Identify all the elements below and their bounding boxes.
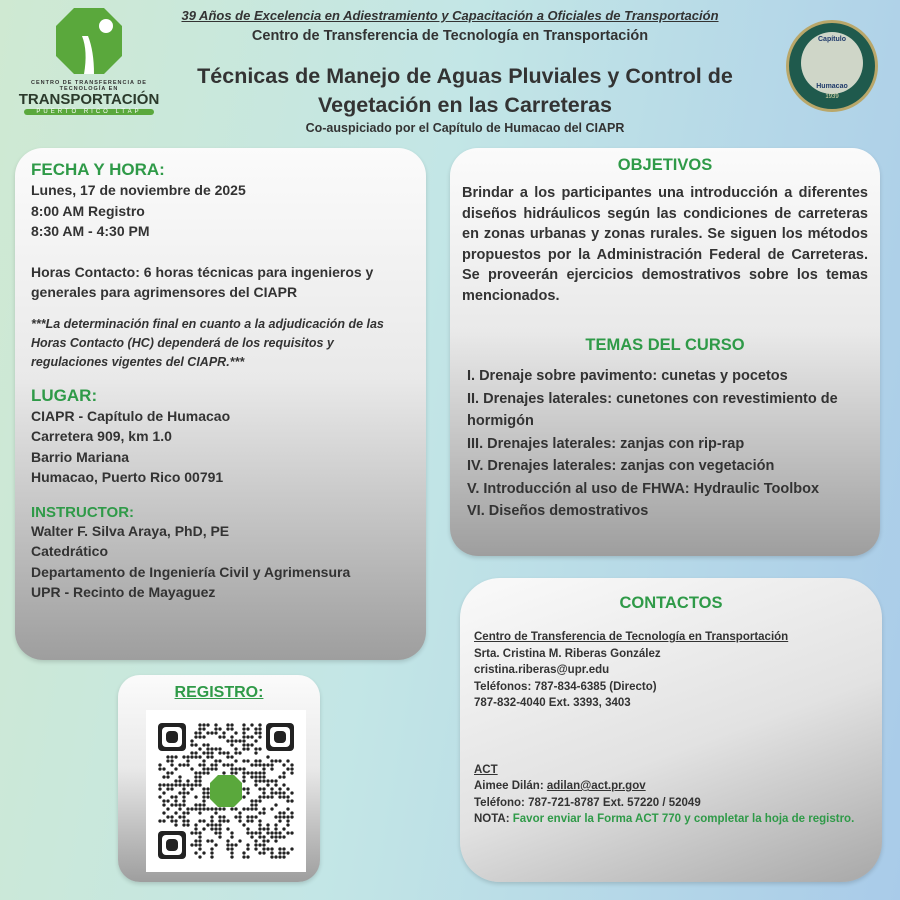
list-item: IV. Drenajes laterales: zanjas con vegetación [467,458,775,474]
objetivos-text: Brindar a los participantes una introducción a diferentes diseños hidráulicos según las condiciones de carreteras en zonas urbanas y zonas rurales. Se siguen los métodos propuestos por la Administración Federal de Carreteras. Se proveerán ejercicios demostrativos sobre los temas mencionados. [462,185,868,304]
objetivos-panel [450,148,880,556]
road-sign-icon [54,6,124,76]
cosponsor: Co-auspiciado por el Capítulo de Humacao del CIAPR [305,121,625,135]
ctt-email[interactable]: cristina.riberas@upr.edu [474,664,610,676]
registration-qr-code[interactable] [146,710,306,872]
list-item: III. Drenajes laterales: zanjas con rip-rap [467,435,745,452]
temas-list [462,365,852,523]
list-item: V. Introducción al uso de FHWA: Hydraulic Toolbox [467,480,820,497]
contact-hours: Horas Contacto: 6 horas técnicas para ingenieros y generales para agrimensores del CIAPR [31,263,374,300]
center-name: Centro de Transferencia de Tecnología en Transportación [251,28,649,44]
act-email-link[interactable]: adilan@act.pr.gov [546,780,646,792]
ciapr-humacao-seal: Capítulo Humacao 1939 [786,20,878,112]
temas-heading: TEMAS DEL CURSO [585,336,745,354]
list-item: VI. Diseños demostrativos [467,503,649,519]
lugar-heading: LUGAR: [31,385,98,405]
registro-heading: REGISTRO: [174,684,264,701]
contactos-heading: CONTACTOS [619,594,723,612]
registro-panel [118,675,320,882]
objetivos-heading: OBJETIVOS [617,156,713,174]
act-org: ACT [474,763,498,776]
contactos-panel: CONTACTOS Centro de Transferencia de Tecnología en Transportación Srta. Cristina M. Riberas González cristina.riberas@upr.edu Teléfonos: 787-834-6385 (Directo) 787-832-4040 Ext. 3393, 3403 ACT Aimee Dilán: adilan@act.pr.gov Teléfono: 787-721-8787 Ext. 57220 / 52049 NOTA: Favor enviar la Forma ACT 770 y completar la hoja de registro. [460,578,882,882]
list-item: I. Drenaje sobre pavimento: cunetas y pocetos [467,368,788,384]
event-info-panel: FECHA Y HORA: Lunes, 17 de noviembre de 2025 8:00 AM Registro 8:30 AM - 4:30 PM Horas Contacto: 6 horas técnicas para ingenieros y generales para agrimensores del CIAPR ***La determinación final en cuanto a la adjudicación de las Horas Contacto (HC) dependerá de los requisitos y regulaciones vigentes del CIAPR.*** LUGAR: CIAPR - Capítulo de Humacao Carretera 909, km 1.0 Barrio Mariana Humacao, Puerto Rico 00791 INSTRUCTOR: Walter F. Silva Araya, PhD, PE Catedrático Departamento de Ingeniería Civil y Agrimensura UPR - Recinto de Mayaguez [15,148,426,660]
registration-note: Favor enviar la Forma ACT 770 y completar la hoja de registro. [512,813,855,825]
tagline: 39 Años de Excelencia en Adiestramiento y Capacitación a Oficiales de Transportación [181,8,719,23]
hours-note: ***La determinación final en cuanto a la adjudicación de las Horas Contacto (HC) dependerá de los requisitos y regulaciones vigentes del CIAPR.*** [31,316,384,369]
ctt-org: Centro de Transferencia de Tecnología en Transportación [474,631,789,643]
list-item: II. Drenajes laterales: cunetones con revestimiento de hormigón [467,390,838,429]
page-title: Técnicas de Manejo de Aguas Pluviales y Control de Vegetación en las Carreteras [197,64,733,117]
qr-logo-icon [210,775,242,807]
fecha-heading: FECHA Y HORA: [31,160,165,179]
ltap-logo: CENTRO DE TRANSFERENCIA DE TECNOLOGÍA EN TRANSPORTACIÓN PUERTO RICO LTAP [18,6,160,116]
instructor-heading: INSTRUCTOR: [31,503,135,521]
